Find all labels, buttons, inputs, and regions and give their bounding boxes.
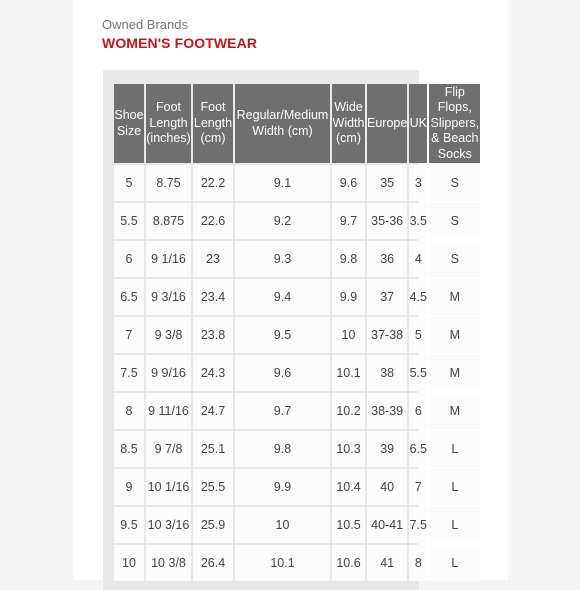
cell-wide-width: 9.8 [332, 241, 365, 277]
col-header-flip-flops: Flip Flops, Slippers, & Beach Socks [429, 84, 480, 163]
cell-wide-width: 10.2 [332, 393, 365, 429]
cell-uk: 5.5 [409, 355, 427, 391]
cell-uk: 6.5 [409, 431, 427, 467]
cell-shoe-size: 8.5 [114, 431, 144, 467]
cell-foot-length-cm: 25.1 [193, 431, 233, 467]
cell-foot-length-cm: 22.2 [193, 165, 233, 201]
cell-foot-length-inches: 8.75 [146, 165, 191, 201]
cell-foot-length-inches: 9 9/16 [146, 355, 191, 391]
cell-flip-flop-size: M [429, 317, 480, 353]
cell-europe: 37 [367, 279, 407, 315]
page-title: WOMEN'S FOOTWEAR [102, 35, 258, 51]
cell-regular-width: 9.8 [235, 431, 330, 467]
cell-flip-flop-size: S [429, 241, 480, 277]
cell-foot-length-inches: 10 3/16 [146, 507, 191, 543]
cell-wide-width: 10.4 [332, 469, 365, 505]
cell-uk: 4.5 [409, 279, 427, 315]
cell-uk: 8 [409, 545, 427, 581]
cell-foot-length-inches: 10 1/16 [146, 469, 191, 505]
cell-wide-width: 10.5 [332, 507, 365, 543]
cell-wide-width: 10 [332, 317, 365, 353]
table-row [114, 317, 480, 353]
col-header-foot-length-cm: Foot Length (cm) [193, 84, 233, 163]
cell-uk: 3.5 [409, 203, 427, 239]
cell-shoe-size: 9.5 [114, 507, 144, 543]
table-row [114, 431, 480, 467]
cell-regular-width: 10 [235, 507, 330, 543]
cell-foot-length-inches: 10 3/8 [146, 545, 191, 581]
col-header-foot-length-inches: Foot Length (inches) [146, 84, 191, 163]
col-header-europe: Europe [367, 84, 407, 163]
cell-flip-flop-size: L [429, 545, 480, 581]
cell-regular-width: 9.4 [235, 279, 330, 315]
cell-foot-length-inches: 9 3/16 [146, 279, 191, 315]
cell-foot-length-cm: 23.8 [193, 317, 233, 353]
cell-flip-flop-size: L [429, 469, 480, 505]
cell-foot-length-cm: 26.4 [193, 545, 233, 581]
cell-foot-length-cm: 25.5 [193, 469, 233, 505]
size-chart-table [112, 82, 482, 583]
cell-shoe-size: 9 [114, 469, 144, 505]
cell-regular-width: 9.1 [235, 165, 330, 201]
cell-shoe-size: 5.5 [114, 203, 144, 239]
cell-foot-length-inches: 9 3/8 [146, 317, 191, 353]
cell-europe: 35 [367, 165, 407, 201]
cell-regular-width: 9.5 [235, 317, 330, 353]
table-row [114, 469, 480, 505]
cell-foot-length-cm: 24.7 [193, 393, 233, 429]
cell-shoe-size: 6.5 [114, 279, 144, 315]
cell-europe: 38-39 [367, 393, 407, 429]
cell-shoe-size: 8 [114, 393, 144, 429]
cell-europe: 40 [367, 469, 407, 505]
table-row [114, 355, 480, 391]
col-header-regular-width: Regular/Medium Width (cm) [235, 84, 330, 163]
cell-foot-length-inches: 9 11/16 [146, 393, 191, 429]
cell-shoe-size: 5 [114, 165, 144, 201]
table-row [114, 203, 480, 239]
cell-wide-width: 10.1 [332, 355, 365, 391]
cell-foot-length-cm: 23.4 [193, 279, 233, 315]
cell-uk: 6 [409, 393, 427, 429]
cell-wide-width: 9.6 [332, 165, 365, 201]
table-row [114, 507, 480, 543]
cell-flip-flop-size: M [429, 279, 480, 315]
cell-shoe-size: 7.5 [114, 355, 144, 391]
cell-foot-length-cm: 24.3 [193, 355, 233, 391]
col-header-shoe-size: Shoe Size [114, 84, 144, 163]
cell-uk: 7.5 [409, 507, 427, 543]
cell-europe: 41 [367, 545, 407, 581]
table-body [114, 165, 480, 581]
cell-foot-length-cm: 22.6 [193, 203, 233, 239]
cell-wide-width: 10.6 [332, 545, 365, 581]
brand-label: Owned Brands [102, 17, 188, 32]
table-row [114, 279, 480, 315]
header-row [114, 84, 480, 163]
cell-flip-flop-size: L [429, 431, 480, 467]
cell-europe: 37-38 [367, 317, 407, 353]
cell-regular-width: 10.1 [235, 545, 330, 581]
cell-regular-width: 9.6 [235, 355, 330, 391]
cell-uk: 7 [409, 469, 427, 505]
cell-europe: 35-36 [367, 203, 407, 239]
cell-uk: 4 [409, 241, 427, 277]
cell-foot-length-inches: 8.875 [146, 203, 191, 239]
cell-regular-width: 9.9 [235, 469, 330, 505]
cell-foot-length-inches: 9 1/16 [146, 241, 191, 277]
cell-foot-length-inches: 9 7/8 [146, 431, 191, 467]
cell-wide-width: 9.9 [332, 279, 365, 315]
cell-wide-width: 9.7 [332, 203, 365, 239]
table-row [114, 545, 480, 581]
table-row [114, 241, 480, 277]
cell-flip-flop-size: M [429, 355, 480, 391]
table-header [114, 84, 480, 163]
cell-shoe-size: 10 [114, 545, 144, 581]
cell-regular-width: 9.2 [235, 203, 330, 239]
cell-uk: 5 [409, 317, 427, 353]
cell-shoe-size: 6 [114, 241, 144, 277]
cell-flip-flop-size: L [429, 507, 480, 543]
table-row [114, 165, 480, 201]
cell-regular-width: 9.7 [235, 393, 330, 429]
cell-europe: 36 [367, 241, 407, 277]
cell-wide-width: 10.3 [332, 431, 365, 467]
cell-shoe-size: 7 [114, 317, 144, 353]
cell-flip-flop-size: S [429, 165, 480, 201]
cell-europe: 38 [367, 355, 407, 391]
cell-flip-flop-size: S [429, 203, 480, 239]
cell-regular-width: 9.3 [235, 241, 330, 277]
col-header-wide-width: Wide Width (cm) [332, 84, 365, 163]
table-row [114, 393, 480, 429]
cell-flip-flop-size: M [429, 393, 480, 429]
col-header-uk: UK [409, 84, 427, 163]
cell-europe: 40-41 [367, 507, 407, 543]
cell-foot-length-cm: 23 [193, 241, 233, 277]
cell-foot-length-cm: 25.9 [193, 507, 233, 543]
cell-europe: 39 [367, 431, 407, 467]
cell-uk: 3 [409, 165, 427, 201]
